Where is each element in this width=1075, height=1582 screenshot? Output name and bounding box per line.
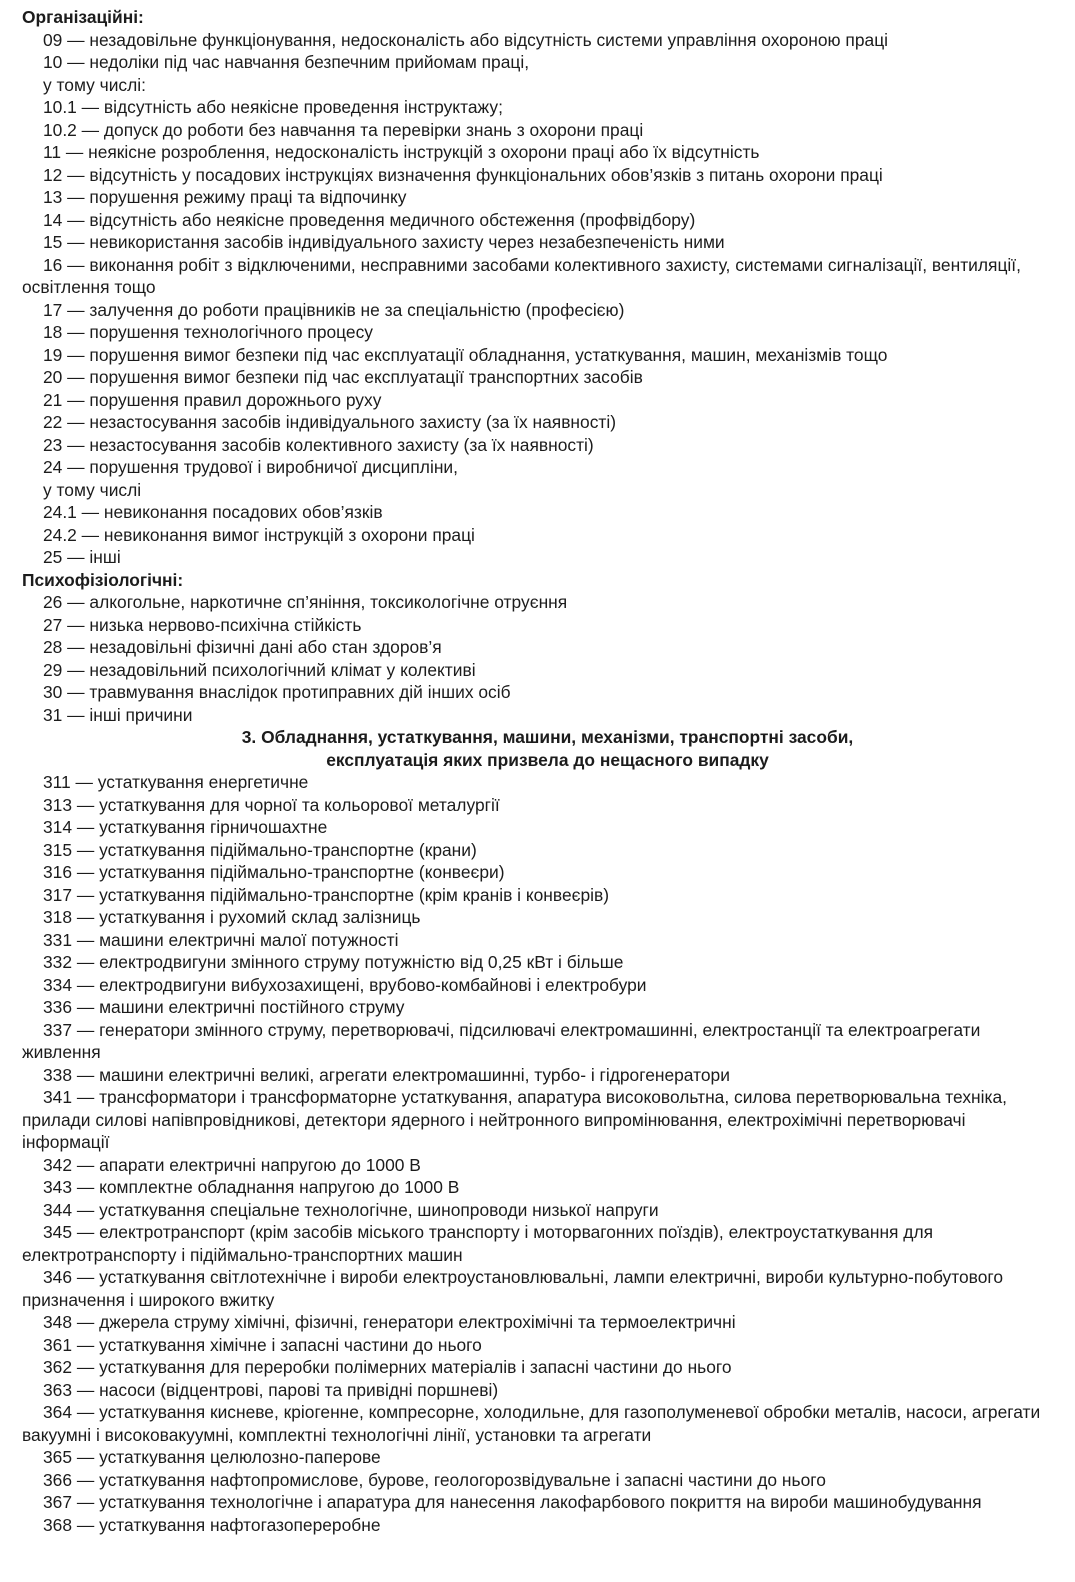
list-item: 346 — устаткування світлотехнічне і вироби електроустановлювальні, лампи електричні, вироби культурно-побутового призначення і широкого вжитку <box>22 1267 1004 1310</box>
equipment-section <box>22 726 1053 1536</box>
list-item: 316 — устаткування підіймально-транспортне (конвеєри) <box>43 862 505 882</box>
list-item: 25 — інші <box>43 547 121 567</box>
list-item: 337 — генератори змінного струму, перетворювачі, підсилювачі електромашинні, електростанції та електроагрегати живлення <box>22 1019 981 1062</box>
list-item: 10.2 — допуск до роботи без навчання та перевірки знань з охорони праці <box>43 119 644 140</box>
list-item: 11 — неякісне розроблення, недосконалість інструкцій з охорони праці або їх відсутність <box>43 142 760 162</box>
list-item: у тому числі <box>43 479 142 500</box>
list-item: 365 — устаткування целюлозно-паперове <box>43 1447 381 1467</box>
list-item: 314 — устаткування гірничошахтне <box>43 817 328 837</box>
list-item: 361 — устаткування хімічне і запасні частини до нього <box>43 1334 482 1355</box>
section-title-line-1: 3. Обладнання, устаткування, машини, механізми, транспортні засоби, <box>241 727 854 747</box>
list-item: 315 — устаткування підіймально-транспортне (крани) <box>43 839 477 860</box>
list-item: 12 — відсутність у посадових інструкціях визначення функціональних обов’язків з питань охорони праці <box>43 164 883 185</box>
list-item: 13 — порушення режиму праці та відпочинку <box>43 187 407 207</box>
list-item: 343 — комплектне обладнання напругою до 1000 В <box>43 1177 460 1197</box>
list-item: 362 — устаткування для переробки полімерних матеріалів і запасні частини до нього <box>43 1357 732 1377</box>
list-item: 14 — відсутність або неякісне проведення медичного обстеження (профвідбору) <box>43 209 696 230</box>
list-item: 24 — порушення трудової і виробничої дисципліни, <box>43 457 458 477</box>
list-item: 21 — порушення правил дорожнього руху <box>43 389 382 410</box>
list-item: 332 — електродвигуни змінного струму потужністю від 0,25 кВт і більше <box>43 952 624 972</box>
psychophysiological-section <box>22 569 1053 727</box>
section-heading-psychophysiological: Психофізіологічні: <box>22 569 184 590</box>
list-item: 331 — машини електричні малої потужності <box>43 929 399 950</box>
list-item: 341 — трансформатори і трансформаторне устаткування, апаратура високовольтна, силова перетворювальна техніка, прилади силові напівпровідникові, детектори ядерного і нейтронного випромінювання, електрохімічні перетворювачі інформації <box>22 1087 1007 1152</box>
list-item: 313 — устаткування для чорної та кольорової металургії <box>43 794 500 815</box>
list-item: 29 — незадовільний психологічний клімат у колективі <box>43 659 476 680</box>
list-item: 16 — виконання робіт з відключеними, несправними засобами колективного захисту, системами сигналізації, вентиляції, освітлення тощо <box>22 254 1021 297</box>
list-item: 28 — незадовільні фізичні дані або стан здоров’я <box>43 637 442 657</box>
list-item: 366 — устаткування нафтопромислове, бурове, геологорозвідувальне і запасні частини до нього <box>43 1469 826 1490</box>
list-item: 364 — устаткування кисневе, кріогенне, компресорне, холодильне, для газополуменевої обробки металів, насоси, агрегати вакуумні і високовакуумні, комплектні технологічні лінії, установки та агрегати <box>22 1402 1041 1445</box>
list-item: 363 — насоси (відцентрові, парові та привідні поршневі) <box>43 1379 499 1400</box>
list-item: 368 — устаткування нафтогазопереробне <box>43 1514 381 1535</box>
organizational-section <box>22 6 1053 569</box>
section-heading-organizational: Організаційні: <box>22 7 144 27</box>
list-item: 18 — порушення технологічного процесу <box>43 322 373 342</box>
list-item: 367 — устаткування технологічне і апаратура для нанесення лакофарбового покриття на вироби машинобудування <box>43 1492 982 1512</box>
list-item: 338 — машини електричні великі, агрегати електромашинні, турбо- і гідрогенератори <box>43 1064 730 1085</box>
list-item: 23 — незастосування засобів колективного захисту (за їх наявності) <box>43 434 594 455</box>
list-item: 19 — порушення вимог безпеки під час експлуатації обладнання, устаткування, машин, механізмів тощо <box>43 344 888 365</box>
list-item: 24.1 — невиконання посадових обов’язків <box>43 502 383 522</box>
section-title-line-2: експлуатація яких призвела до нещасного випадку <box>326 749 769 770</box>
list-item: 24.2 — невиконання вимог інструкцій з охорони праці <box>43 524 475 545</box>
list-item: 17 — залучення до роботи працівників не за спеціальністю (професією) <box>43 299 625 320</box>
list-item: 20 — порушення вимог безпеки під час експлуатації транспортних засобів <box>43 367 643 387</box>
list-item: 348 — джерела струму хімічні, фізичні, генератори електрохімічні та термоелектричні <box>43 1312 736 1332</box>
list-item: 30 — травмування внаслідок протиправних дій інших осіб <box>43 682 511 702</box>
list-item: 26 — алкогольне, наркотичне сп’яніння, токсикологічне отруєння <box>43 592 568 612</box>
list-item: 317 — устаткування підіймально-транспортне (крім кранів і конвеєрів) <box>43 884 610 905</box>
list-item: 31 — інші причини <box>43 704 193 725</box>
list-item: 318 — устаткування і рухомий склад залізниць <box>43 907 421 927</box>
list-item: 10.1 — відсутність або неякісне проведення інструктажу; <box>43 97 503 117</box>
list-item: 336 — машини електричні постійного струму <box>43 997 405 1017</box>
list-item: у тому числі: <box>43 74 146 95</box>
list-item: 15 — невикористання засобів індивідуального захисту через незабезпеченість ними <box>43 232 725 252</box>
list-item: 344 — устаткування спеціальне технологічне, шинопроводи низької напруги <box>43 1199 659 1220</box>
list-item: 22 — незастосування засобів індивідуального захисту (за їх наявності) <box>43 412 617 432</box>
list-item: 345 — електротранспорт (крім засобів міського транспорту і моторвагонних поїздів), електроустаткування для електротранспорту і підіймально-транспортних машин <box>22 1222 934 1265</box>
list-item: 334 — електродвигуни вибухозахищені, врубово-комбайнові і електробури <box>43 974 647 995</box>
list-item: 311 — устаткування енергетичне <box>43 772 309 792</box>
list-item: 27 — низька нервово-психічна стійкість <box>43 614 362 635</box>
list-item: 342 — апарати електричні напругою до 1000 В <box>43 1154 421 1175</box>
list-item: 09 — незадовільне функціонування, недосконалість або відсутність системи управління охороною праці <box>43 29 889 50</box>
list-item: 10 — недоліки під час навчання безпечним прийомам праці, <box>43 52 530 72</box>
